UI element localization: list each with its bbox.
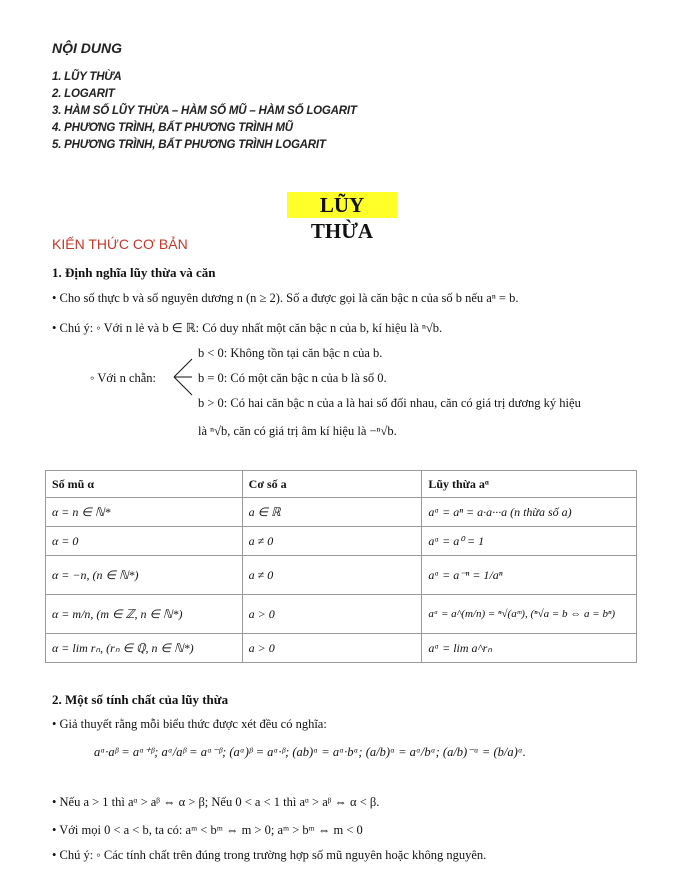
table-cell: a > 0 [242, 595, 422, 634]
table-row [46, 498, 637, 527]
section-heading: KIẾN THỨC CƠ BẢN [52, 236, 188, 252]
table-cell: α = lim rₙ, (rₙ ∈ ℚ, n ∈ ℕ*) [46, 634, 243, 663]
toc-item-4: 4. PHƯƠNG TRÌNH, BẤT PHƯƠNG TRÌNH MŨ [52, 122, 293, 134]
case-positive-cont: là ⁿ√b, căn có giá trị âm kí hiệu là −ⁿ√b. [198, 424, 397, 438]
properties-formulas: aᵅ·aᵝ = aᵅ⁺ᵝ; aᵅ/aᵝ = aᵅ⁻ᵝ; (aᵅ)ᵝ = aᵅ·ᵝ; (ab)ᵅ = aᵅ·bᵅ; (a/b)ᵅ = aᵅ/bᵅ; (a/b)⁻ᵅ = (b/a)ᵅ. [94, 745, 526, 759]
properties-heading: 2. Một số tính chất của lũy thừa [52, 692, 229, 707]
toc-item-1: 1. LŨY THỪA [52, 71, 122, 83]
exponent-table [45, 470, 637, 663]
definition-heading: 1. Định nghĩa lũy thừa và căn [52, 265, 216, 280]
table-cell: aᵅ = a^(m/n) = ⁿ√(aᵐ), (ⁿ√a = b ⇔ a = bⁿ) [422, 595, 637, 634]
definition-line: • Cho số thực b và số nguyên dương n (n ≥ 2). Số a được gọi là căn bậc n của số b nếu aⁿ = b. [52, 291, 519, 305]
table-cell: α = n ∈ ℕ* [46, 498, 243, 527]
table-cell: a ≠ 0 [242, 527, 422, 556]
table-cell: a ∈ ℝ [242, 498, 422, 527]
toc-item-2: 2. LOGARIT [52, 88, 115, 100]
table-header: Cơ số a [242, 471, 422, 498]
page-title: LŨY THỪA [287, 192, 397, 218]
case-bracket [172, 356, 196, 398]
table-cell: aᵅ = a⁰ = 1 [422, 527, 637, 556]
table-cell: aᵅ = aⁿ = a·a···a (n thừa số a) [422, 498, 637, 527]
power-compare-rule: • Với mọi 0 < a < b, ta có: aᵐ < bᵐ ⇔ m > 0; aᵐ > bᵐ ⇔ m < 0 [52, 823, 363, 837]
table-row [46, 595, 637, 634]
monotonic-rule: • Nếu a > 1 thì aᵅ > aᵝ ⇔ α > β; Nếu 0 < a < 1 thì aᵅ > aᵝ ⇔ α < β. [52, 795, 380, 809]
odd-root-note: • Chú ý: ◦ Với n lẻ và b ∈ ℝ: Có duy nhất một căn bậc n của b, kí hiệu là ⁿ√b. [52, 321, 443, 335]
table-row [46, 556, 637, 595]
case-positive: b > 0: Có hai căn bậc n của a là hai số đối nhau, căn có giá trị dương ký hiệu [198, 396, 581, 410]
toc-item-5: 5. PHƯƠNG TRÌNH, BẤT PHƯƠNG TRÌNH LOGARIT [52, 139, 326, 151]
table-cell: α = m/n, (m ∈ ℤ, n ∈ ℕ*) [46, 595, 243, 634]
table-cell: α = −n, (n ∈ ℕ*) [46, 556, 243, 595]
properties-assumption: • Giả thuyết rằng mỗi biểu thức được xét đều có nghĩa: [52, 717, 327, 731]
table-header: Số mũ α [46, 471, 243, 498]
properties-note: • Chú ý: ◦ Các tính chất trên đúng trong trường hợp số mũ nguyên hoặc không nguyên. [52, 848, 487, 862]
case-negative: b < 0: Không tồn tại căn bậc n của b. [198, 346, 383, 360]
toc-heading: NỘI DUNG [52, 40, 122, 56]
table-row [46, 527, 637, 556]
table-cell: α = 0 [46, 527, 243, 556]
even-root-label: ◦ Với n chẵn: [90, 371, 157, 385]
table-cell: aᵅ = a⁻ⁿ = 1/aⁿ [422, 556, 637, 595]
table-header-row [46, 471, 637, 498]
table-cell: a > 0 [242, 634, 422, 663]
case-zero: b = 0: Có một căn bậc n của b là số 0. [198, 371, 387, 385]
table-header: Lũy thừa aᵅ [422, 471, 637, 498]
table-row [46, 634, 637, 663]
table-cell: a ≠ 0 [242, 556, 422, 595]
toc-item-3: 3. HÀM SỐ LŨY THỪA – HÀM SỐ MŨ – HÀM SỐ LOGARIT [52, 105, 357, 117]
table-cell: aᵅ = lim a^rₙ [422, 634, 637, 663]
